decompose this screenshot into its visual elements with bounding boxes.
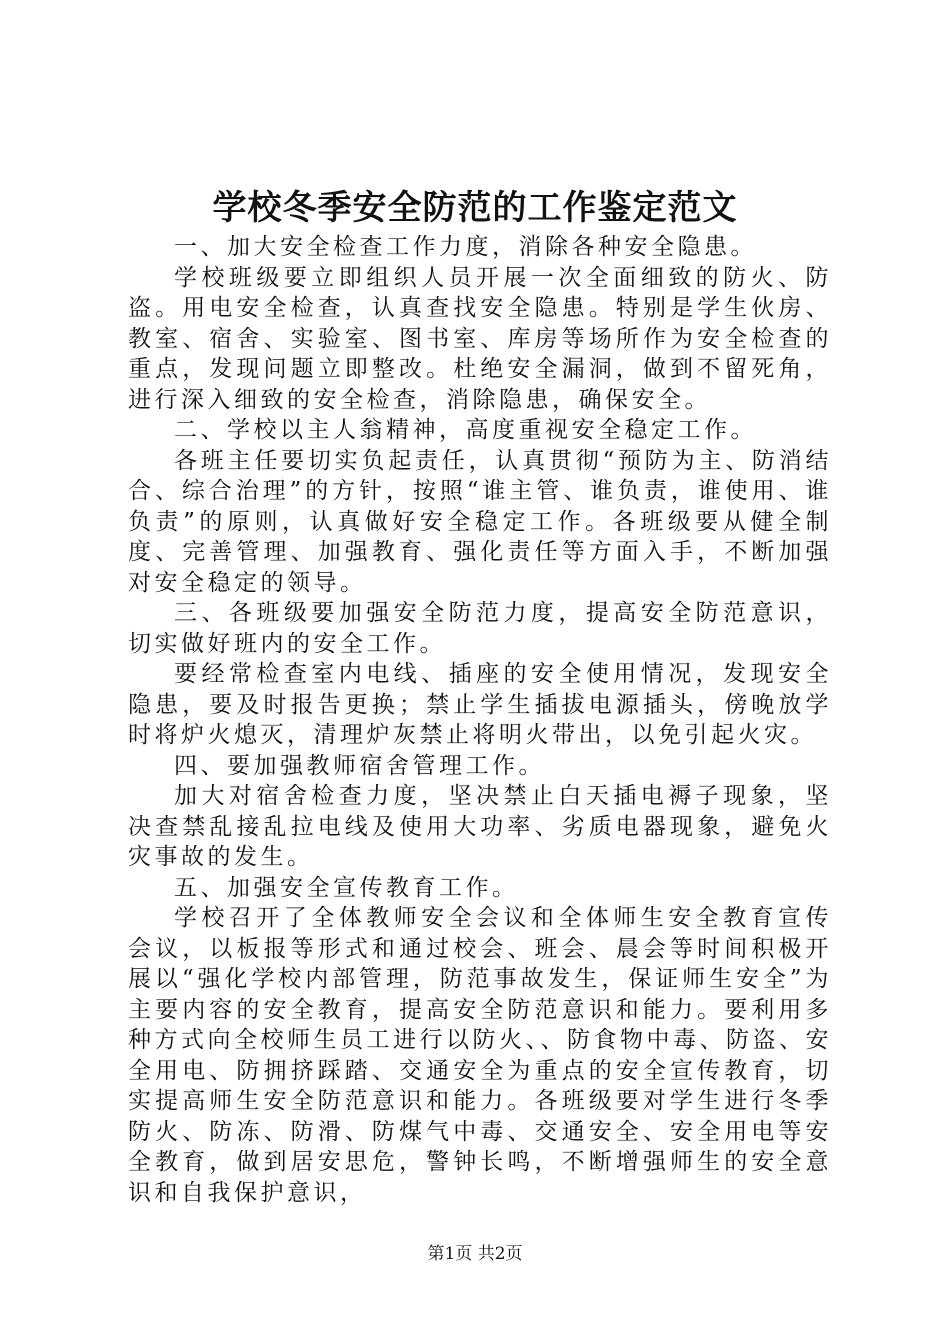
page-number-footer: 第1页 共2页 <box>427 1244 523 1264</box>
paragraph-3: 要经常检查室内电线、插座的安全使用情况，发现安全隐患，要及时报告更换；禁止学生插拔电源插头，傍晚放学时将炉火熄灭，清理炉灰禁止将明火带出，以免引起火灾。 <box>128 661 832 748</box>
section-heading-1: 一、加大安全检查工作力度，消除各种安全隐患。 <box>174 234 757 260</box>
section-heading-5: 五、加强安全宣传教育工作。 <box>174 874 519 901</box>
paragraph-4: 加大对宿舍检查力度，坚决禁止白天插电褥子现象，坚决查禁乱接乱拉电线及使用大功率、劣质电器现象，避免火灾事故的发生。 <box>128 783 832 870</box>
section-heading-3: 三、各班级要加强安全防范力度，提高安全防范意识，切实做好班内的安全工作。 <box>128 600 832 657</box>
document-body <box>128 232 832 1208</box>
section-heading-4: 四、要加强教师宿舍管理工作。 <box>174 752 545 779</box>
paragraph-2: 各班主任要切实负起责任，认真贯彻“预防为主、防消结合、综合治理”的方针，按照“谁主管、谁负责，谁使用、谁负责”的原则，认真做好安全稳定工作。各班级要从健全制度、完善管理、加强教育、强化责任等方面入手，不断加强对安全稳定的领导。 <box>128 447 832 596</box>
section-heading-2: 二、学校以主人翁精神，高度重视安全稳定工作。 <box>174 417 757 443</box>
paragraph-1: 学校班级要立即组织人员开展一次全面细致的防火、防盗。用电安全检查，认真查找安全隐患。特别是学生伙房、教室、宿舍、实验室、图书室、库房等场所作为安全检查的重点，发现问题立即整改。杜绝安全漏洞，做到不留死角，进行深入细致的安全检查，消除隐患，确保安全。 <box>128 264 832 413</box>
paragraph-5: 学校召开了全体教师安全会议和全体师生安全教育宣传会议，以板报等形式和通过校会、班会、晨会等时间积极开展以“强化学校内部管理，防范事故发生，保证师生安全”为主要内容的安全教育，提高安全防范意识和能力。要利用多种方式向全校师生员工进行以防火、、防食物中毒、防盗、安全用电、防拥挤踩踏、交通安全为重点的安全宣传教育，切实提高师生安全防范意识和能力。各班级要对学生进行冬季防火、防冻、防滑、防煤气中毒、交通安全、安全用电等安全教育，做到居安思危，警钟长鸣，不断增强师生的安全意识和自我保护意识， <box>128 905 832 1206</box>
document-title: 学校冬季安全防范的工作鉴定范文 <box>212 188 738 228</box>
